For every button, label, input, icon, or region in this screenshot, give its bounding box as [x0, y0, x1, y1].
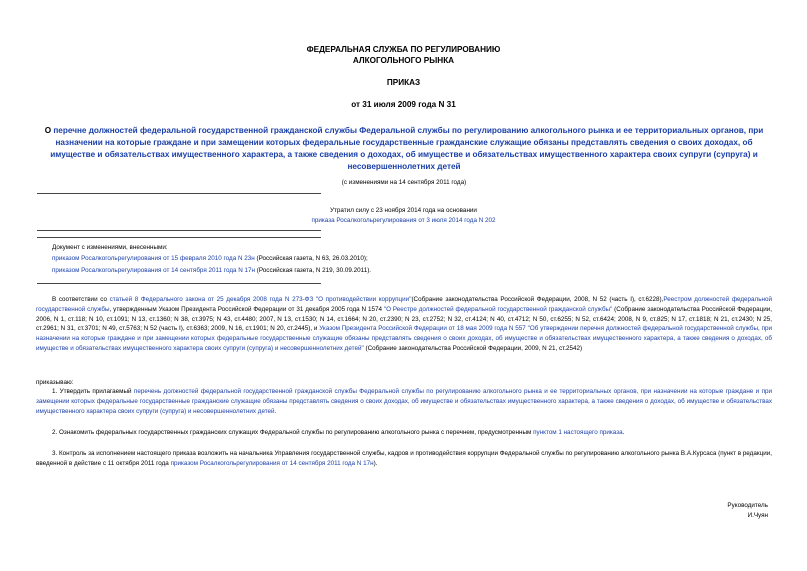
- amendments-block: [52, 242, 392, 276]
- preamble-text: В соответствии со: [52, 296, 110, 303]
- changes-note: (с изменениями на 14 сентября 2011 года): [341, 179, 467, 186]
- amendment-item: [52, 253, 392, 264]
- preamble-text: , утвержденным Указом Президента Российской Федерации от 31 декабря 2005 года N 1574: [109, 305, 384, 313]
- order-item-3: [36, 449, 772, 469]
- amendment-link[interactable]: приказом Росалкогольрегулирования от 15 февраля 2010 года N 23н: [52, 255, 255, 263]
- decree-link[interactable]: "О Реестре должностей федеральной государственной гражданской службы": [383, 305, 613, 313]
- repeal-text: Утратил силу с 23 ноября 2014 года на основании: [330, 207, 477, 214]
- amendment-source: (Российская газета, N 63, 26.03.2010);: [254, 255, 368, 263]
- order-item-2: [36, 428, 772, 438]
- list-link[interactable]: перечень должностей федеральной государственной гражданской службы Федеральной службы по регулированию алкогольного рынка и ее территориальных органов, при назначении на которые граждане и при замещении которых федеральные государственные гражданские служащие обязаны представлять сведения о своих доходах, об имуществе и обязательствах имущественного характера, а также сведения о доходах, об имуществе и обязательствах имущественного характера своих супруги (супруга) и несовершеннолетних детей: [36, 388, 772, 415]
- item-text: ).: [373, 459, 378, 467]
- item-text: .: [274, 407, 277, 415]
- signature-role: Руководитель: [727, 502, 768, 509]
- registry-link[interactable]: Реестром должностей федеральной государственной службы: [36, 296, 772, 313]
- document-title: [34, 125, 774, 173]
- repeal-link[interactable]: приказа Росалкогольрегулирования от 3 июля 2014 года N 202: [311, 216, 496, 224]
- law-link[interactable]: статьей 8 Федерального закона от 25 декабря 2008 года N 273-ФЗ "О противодействии коррупции": [109, 296, 412, 303]
- doc-date: от 31 июля 2009 года N 31: [351, 100, 456, 109]
- preamble-text: (Собрание законодательства Российской Федерации, 2008, N 52 (часть I), ст.6228),: [411, 296, 664, 303]
- preamble-text: (Собрание законодательства Российской Федерации, 2009, N 21, ст.2542): [363, 344, 583, 352]
- amendment-source: (Российская газета, N 219, 30.09.2011).: [255, 266, 372, 274]
- orders-label: приказываю:: [36, 379, 74, 386]
- org-line-2: АЛКОГОЛЬНОГО РЫНКА: [352, 56, 455, 65]
- divider: [37, 193, 321, 194]
- title-text: перечне должностей федеральной государственной гражданской службы Федеральной службы по регулированию алкогольного рынка и ее территориальных органов, при назначении на которые граждане и при замещении которых федеральные государственные гражданские служащие обязаны представлять сведения о своих доходах, об имуществе и обязательствах имущественного характера, а также сведения о доходах, об имуществе и обязательствах имущественного характера своих супруги (супруга) и несовершеннолетних детей: [50, 126, 764, 171]
- header-organization: [0, 44, 807, 66]
- divider: [37, 283, 321, 284]
- divider: [37, 230, 321, 231]
- signature-block: [727, 501, 768, 521]
- item-text: .: [622, 429, 625, 436]
- item-text: 3. Контроль за исполнением настоящего приказа возложить на начальника Управления государственной службы, кадров и противодействия коррупции Федеральной службы по регулированию алкогольного рынка В.А.Курсаса (пункт в редакции, введенной в действие с 11 октября 2011 года: [36, 450, 772, 467]
- amendments-heading: Документ с изменениями, внесенными:: [52, 244, 168, 251]
- amendment-link[interactable]: приказом Росалкогольрегулирования от 14 сентября 2011 года N 17н: [52, 266, 256, 274]
- doc-type: ПРИКАЗ: [386, 78, 421, 87]
- repeal-notice: [0, 206, 807, 225]
- title-prefix: О: [44, 126, 54, 135]
- preamble-text: (Собрание законодательства Российской Федерации, 2006, N 1, ст.118; N 10, ст.1091; N 13, ст.1360; N 38, ст.3975; N 43, ст.4480; 2007, N 13, ст.1530; N 14, ст.1664; N 20, ст.2390; N 23, ст.2752; N 32, ст.4124; N 40, ст.4712; N 50, ст.6255; N 52, ст.6424; 2008, N 9, ст.825; N 17, ст.1818; N 21, ст.2430; N 25, ст.2961; N 31, ст.3701; N 49, ст.5763; N 52 (часть I), ст.6363; 2009, N 16, ст.1901; N 20, ст.2445), и: [36, 305, 772, 333]
- decree-557-link[interactable]: Указом Президента Российской Федерации от 18 мая 2009 года N 557 "Об утверждении перечня должностей федеральной государственной службы, при назначении на которые граждане и при замещении которых федеральные государственные служащие обязаны представлять сведения о своих доходах, об имуществе и обязательствах имущественного характера, а также сведения о доходах, об имуществе и обязательствах имущественного характера своих супруги (супруга) и несовершеннолетних детей": [36, 325, 773, 352]
- amendment-item: [52, 265, 392, 276]
- order-item-1: [36, 387, 772, 416]
- divider: [37, 237, 321, 238]
- signature-name: И.Чуян: [747, 512, 768, 519]
- amendment-order-link[interactable]: приказом Росалкогольрегулирования от 14 сентября 2011 года N 17н: [170, 459, 374, 467]
- item-text: 1. Утвердить прилагаемый: [52, 388, 134, 395]
- item-text: 2. Ознакомить федеральных государственных гражданских служащих Федеральной службы по регулированию алкогольного рынка с перечнем, предусмотренным: [52, 429, 534, 436]
- clause-link[interactable]: пунктом 1 настоящего приказа: [533, 429, 623, 436]
- preamble-paragraph: [36, 295, 772, 354]
- org-line-1: ФЕДЕРАЛЬНАЯ СЛУЖБА ПО РЕГУЛИРОВАНИЮ: [306, 45, 501, 54]
